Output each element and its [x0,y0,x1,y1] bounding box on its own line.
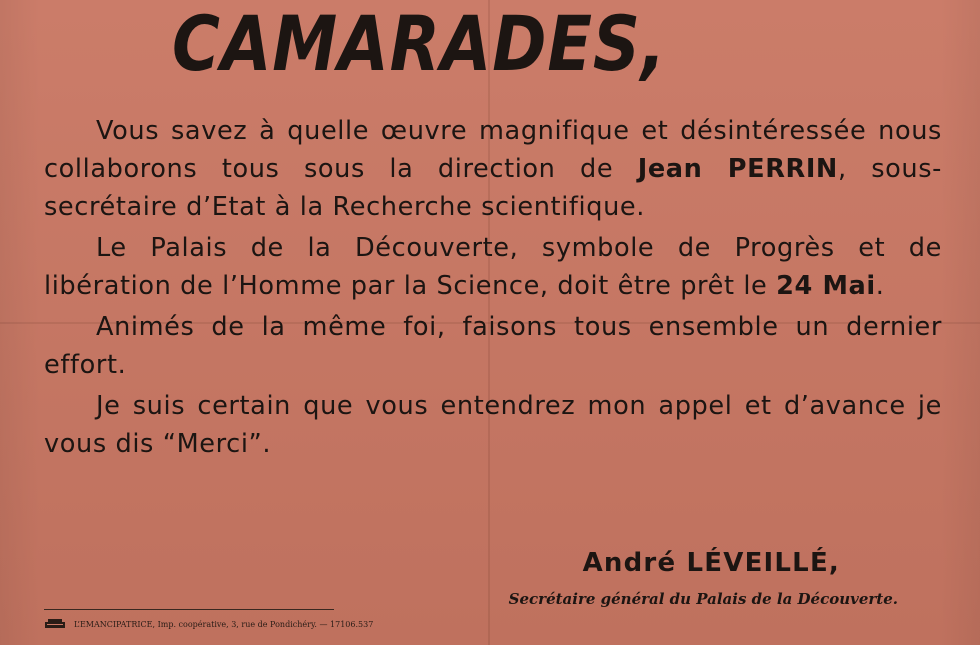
paragraph-3 [44,308,942,384]
paragraph-text: Le Palais de la Découverte, symbole de Progrès et de libération de l’Homme par la Science, doit être prêt le [44,233,942,301]
signature-name: André LÉVEILLÉ, [582,548,840,578]
emphasis-text: Jean PERRIN [637,154,838,184]
signature-title: Secrétaire général du Palais de la Découverte. [508,590,898,608]
printer-credit: L’EMANCIPATRICE, Imp. coopérative, 3, rue de Pondichéry. — 17106.537 [74,619,374,629]
footer-rule [44,609,334,610]
paragraph-text: Vous savez à quelle œuvre magnifique et désintéressée nous collaborons tous sous la direction de [44,116,942,184]
paragraph-1 [44,112,942,226]
paragraph-text: Je suis certain que vous entendrez mon appel et d’avance je vous dis “Merci”. [44,391,942,459]
paragraph-4 [44,387,942,463]
printer-footer [44,615,373,633]
paragraph-text: , sous-secrétaire d’Etat à la Recherche scientifique. [44,154,942,222]
paragraph-text: . [875,271,885,301]
headline: CAMARADES, [172,0,667,88]
emphasis-text: 24 Mai [776,271,876,301]
paragraph-2 [44,229,942,305]
paragraph-text: Animés de la même foi, faisons tous ensemble un dernier effort. [44,312,942,380]
body-text [44,112,942,466]
printer-emblem-icon [44,619,66,629]
